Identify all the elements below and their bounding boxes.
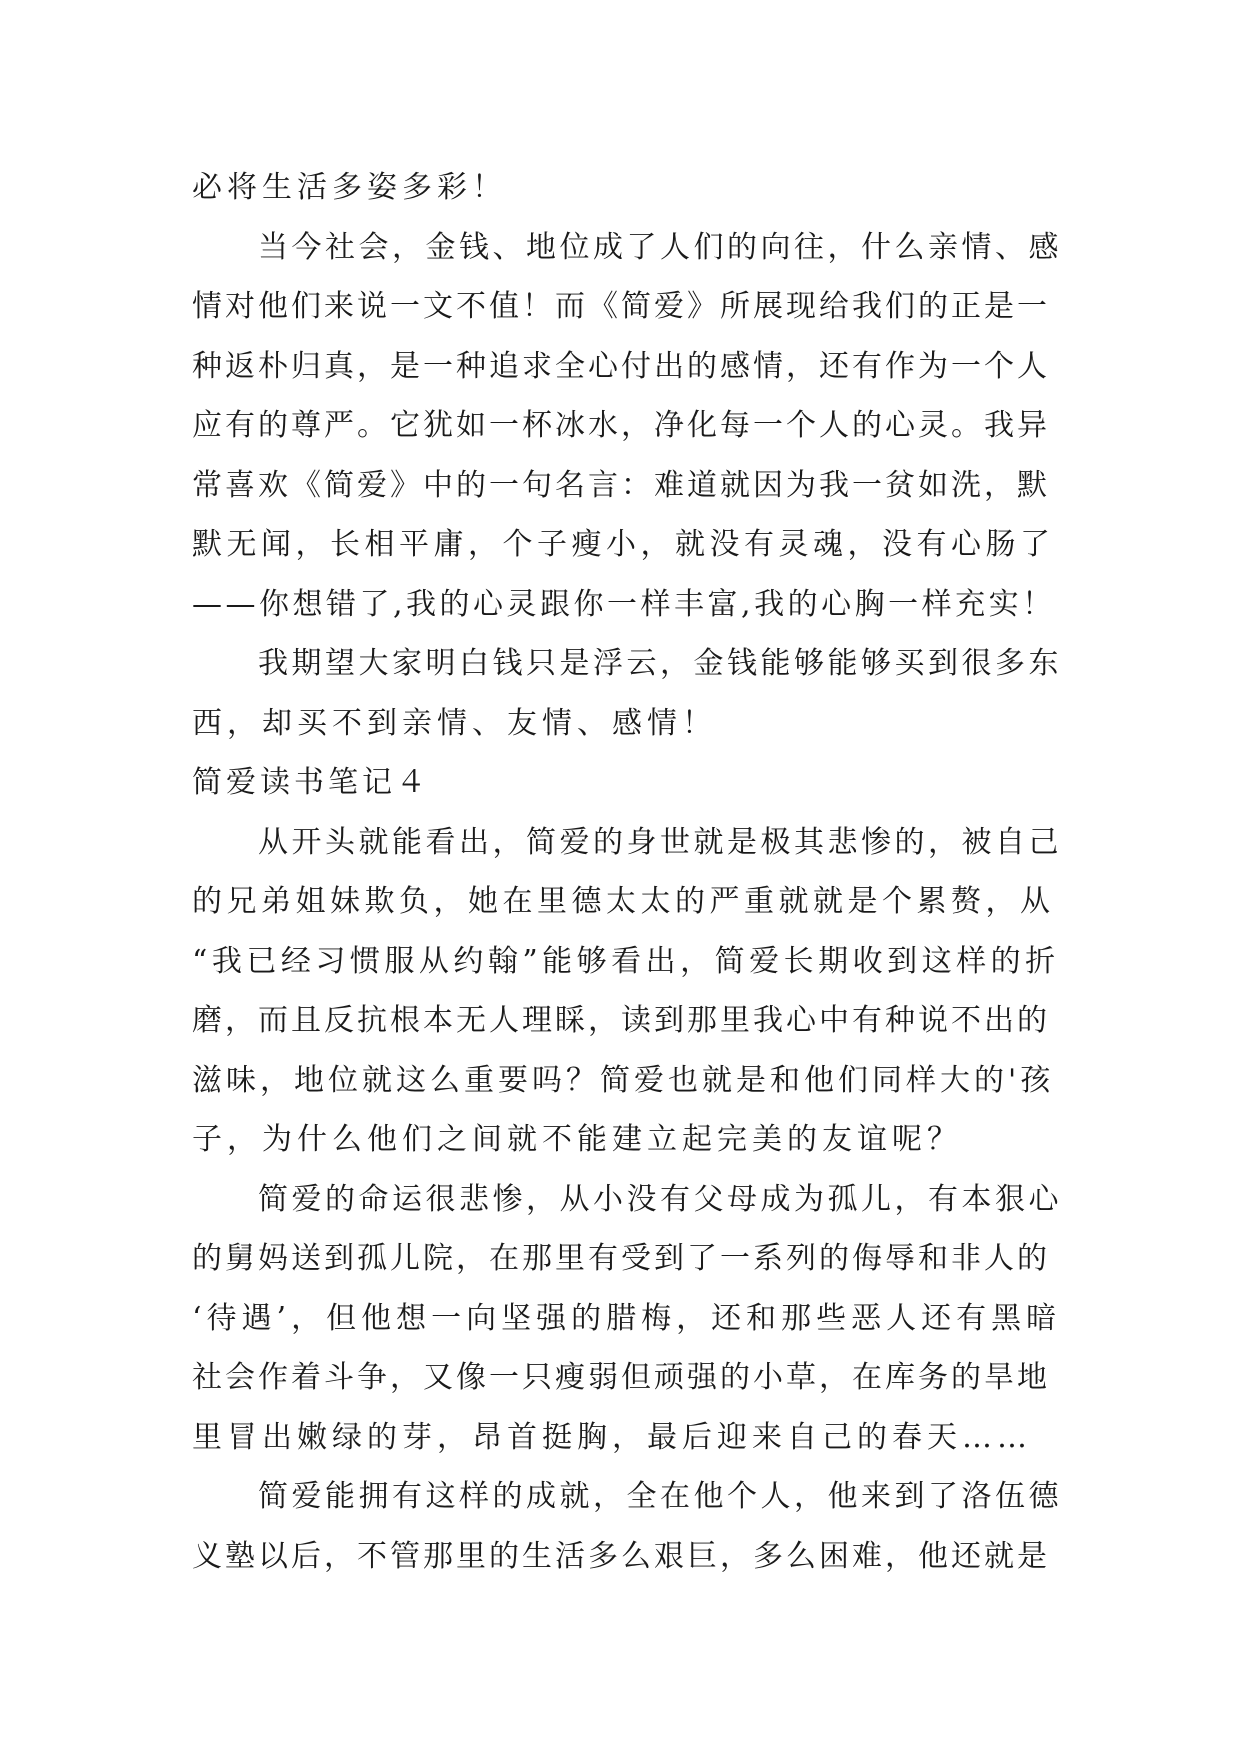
- text-line: 磨，而且反抗根本无人理睬，读到那里我心中有种说不出的: [192, 1003, 1050, 1038]
- text-line: ——你想错了,我的心灵跟你一样丰富,我的心胸一样充实！: [192, 586, 1056, 622]
- text-line: 应有的尊严。它犹如一杯冰水，净化每一个人的心灵。我异: [192, 408, 1050, 443]
- text-line: 种返朴归真，是一种追求全心付出的感情，还有作为一个人: [192, 348, 1050, 384]
- text-line: 常喜欢《简爱》中的一句名言：难道就因为我一贫如洗，默: [192, 467, 1050, 503]
- text-line: 情对他们来说一文不值！而《简爱》所展现给我们的正是一: [192, 289, 1050, 324]
- text-line: 社会作着斗争，又像一只瘦弱但顽强的小草，在库务的旱地: [192, 1360, 1050, 1395]
- text-line: ‘待遇’，但他想一向坚强的腊梅，还和那些恶人还有黑暗: [192, 1300, 1062, 1336]
- paragraph-first-line: 我期望大家明白钱只是浮云，金钱能够能够买到很多东: [258, 646, 1062, 681]
- text-line: 滋味，地位就这么重要吗？简爱也就是和他们同样大的'孩: [192, 1062, 1055, 1098]
- text-line: 的兄弟姐妹欺负，她在里德太太的严重就就是个累赘，从: [192, 884, 1055, 919]
- text-line: 的舅妈送到孤儿院，在那里有受到了一系列的侮辱和非人的: [192, 1241, 1050, 1276]
- text-line: 西，却买不到亲情、友情、感情！: [192, 705, 717, 741]
- paragraph-first-line: 当今社会，金钱、地位成了人们的向往，什么亲情、感: [258, 229, 1062, 265]
- paragraph-first-line: 简爱能拥有这样的成就，全在他个人，他来到了洛伍德: [258, 1479, 1062, 1514]
- text-line: “我已经习惯服从约翰”能够看出，简爱长期收到这样的折: [192, 943, 1060, 979]
- text-line: 子，为什么他们之间就不能建立起完美的友谊呢？: [192, 1122, 962, 1157]
- paragraph-first-line: 简爱的命运很悲惨，从小没有父母成为孤儿，有本狠心: [258, 1181, 1062, 1217]
- text-line: 必将生活多姿多彩！: [192, 170, 507, 205]
- text-line: 义塾以后，不管那里的生活多么艰巨，多么困难，他还就是: [192, 1538, 1050, 1574]
- text-line: 里冒出嫩绿的芽，昂首挺胸，最后迎来自己的春天……: [192, 1419, 1032, 1455]
- paragraph-first-line: 从开头就能看出，简爱的身世就是极其悲惨的，被自己: [258, 824, 1062, 860]
- document-body: [192, 158, 1062, 1586]
- section-heading: 简爱读书笔记４: [192, 765, 430, 800]
- text-line: 默无闻，长相平庸，个子瘦小，就没有灵魂，没有心肠了: [192, 527, 1055, 562]
